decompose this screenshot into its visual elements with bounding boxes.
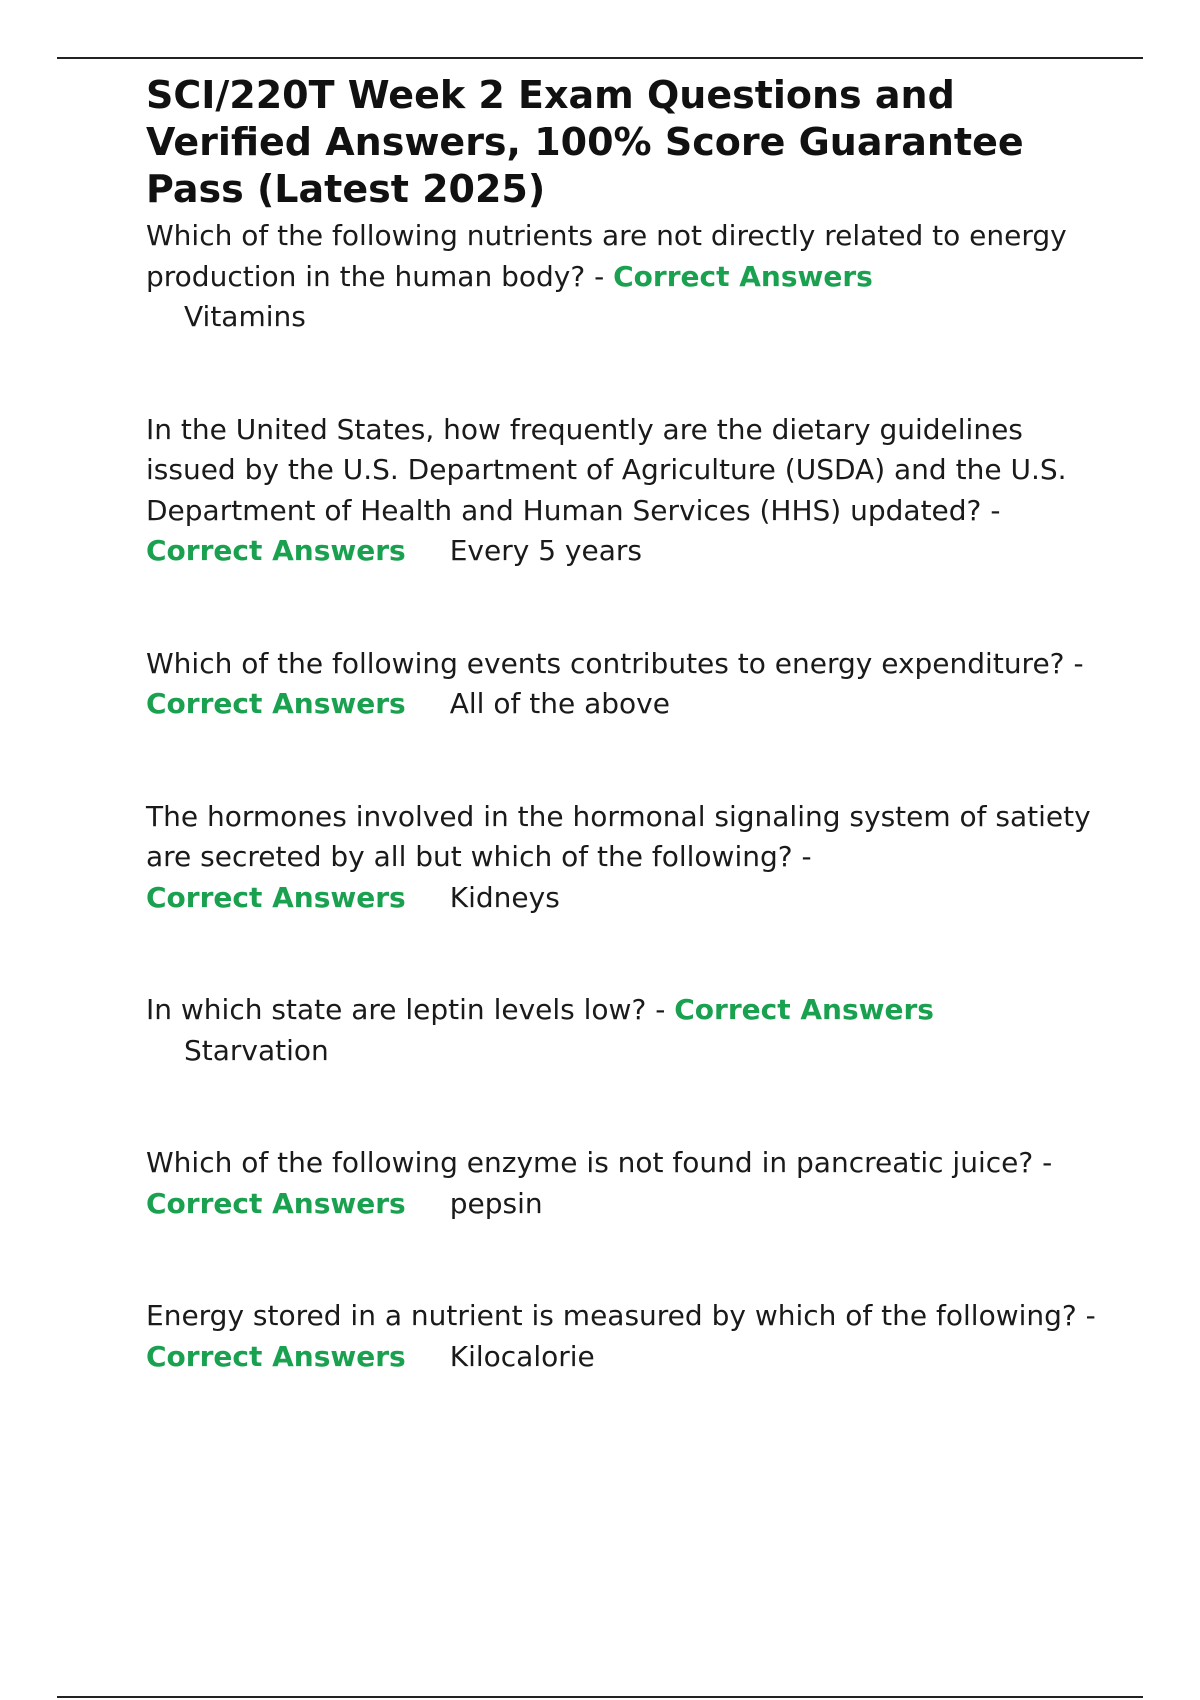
question-text: Which of the following enzyme is not found in pancreatic juice? <box>146 1146 1034 1179</box>
correct-answers-label: Correct Answers <box>674 993 934 1026</box>
qa-item <box>146 216 1106 338</box>
answer-text: Starvation <box>184 1033 329 1067</box>
correct-answers-label: Correct Answers <box>613 259 873 293</box>
qa-item <box>146 410 1106 572</box>
correct-answers-label: Correct Answers <box>146 1339 406 1373</box>
correct-answers-label: Correct Answers <box>146 1186 406 1220</box>
correct-answers-label: Correct Answers <box>146 534 406 567</box>
qa-item <box>146 797 1106 919</box>
correct-answers-label: Correct Answers <box>146 687 406 720</box>
question-text: Energy stored in a nutrient is measured by which of the following? <box>146 1299 1077 1332</box>
document-page <box>146 72 1106 1377</box>
qa-item <box>146 1296 1106 1377</box>
question-text: The hormones involved in the hormonal signaling system of satiety are secreted by all but which of the following? <box>146 799 1091 873</box>
separator: - <box>1033 1146 1053 1179</box>
separator: - <box>1076 1299 1096 1332</box>
correct-answers-label: Correct Answers <box>146 880 406 914</box>
separator: - <box>792 840 812 873</box>
qa-item <box>146 644 1106 725</box>
separator: - <box>585 259 614 293</box>
answer-text: pepsin <box>449 1186 543 1220</box>
bottom-rule <box>57 1696 1143 1698</box>
question-text: In the United States, how frequently are the dietary guidelines issued by the U.S. Department of Agriculture (USDA) and the U.S. Department of Health and Human Services (HHS) updated? <box>146 412 1067 527</box>
qa-list <box>146 216 1106 1377</box>
question-text: In which state are leptin levels low? <box>146 993 647 1026</box>
top-rule <box>57 57 1143 59</box>
answer-text: All of the above <box>449 687 670 720</box>
qa-item <box>146 990 1106 1071</box>
separator: - <box>646 993 675 1026</box>
qa-item <box>146 1143 1106 1224</box>
separator: - <box>981 493 1001 527</box>
question-text: Which of the following events contributes to energy expenditure? <box>146 646 1065 680</box>
answer-text: Kilocalorie <box>449 1339 595 1373</box>
separator: - <box>1064 646 1084 680</box>
question-text: Which of the following nutrients are not directly related to energy production in the human body? <box>146 219 1067 293</box>
answer-text: Every 5 years <box>449 534 642 567</box>
answer-text: Kidneys <box>449 880 560 914</box>
document-title: SCI/220T Week 2 Exam Questions and Verified Answers, 100% Score Guarantee Pass (Latest 2025) <box>146 73 1024 211</box>
answer-text: Vitamins <box>184 300 306 333</box>
